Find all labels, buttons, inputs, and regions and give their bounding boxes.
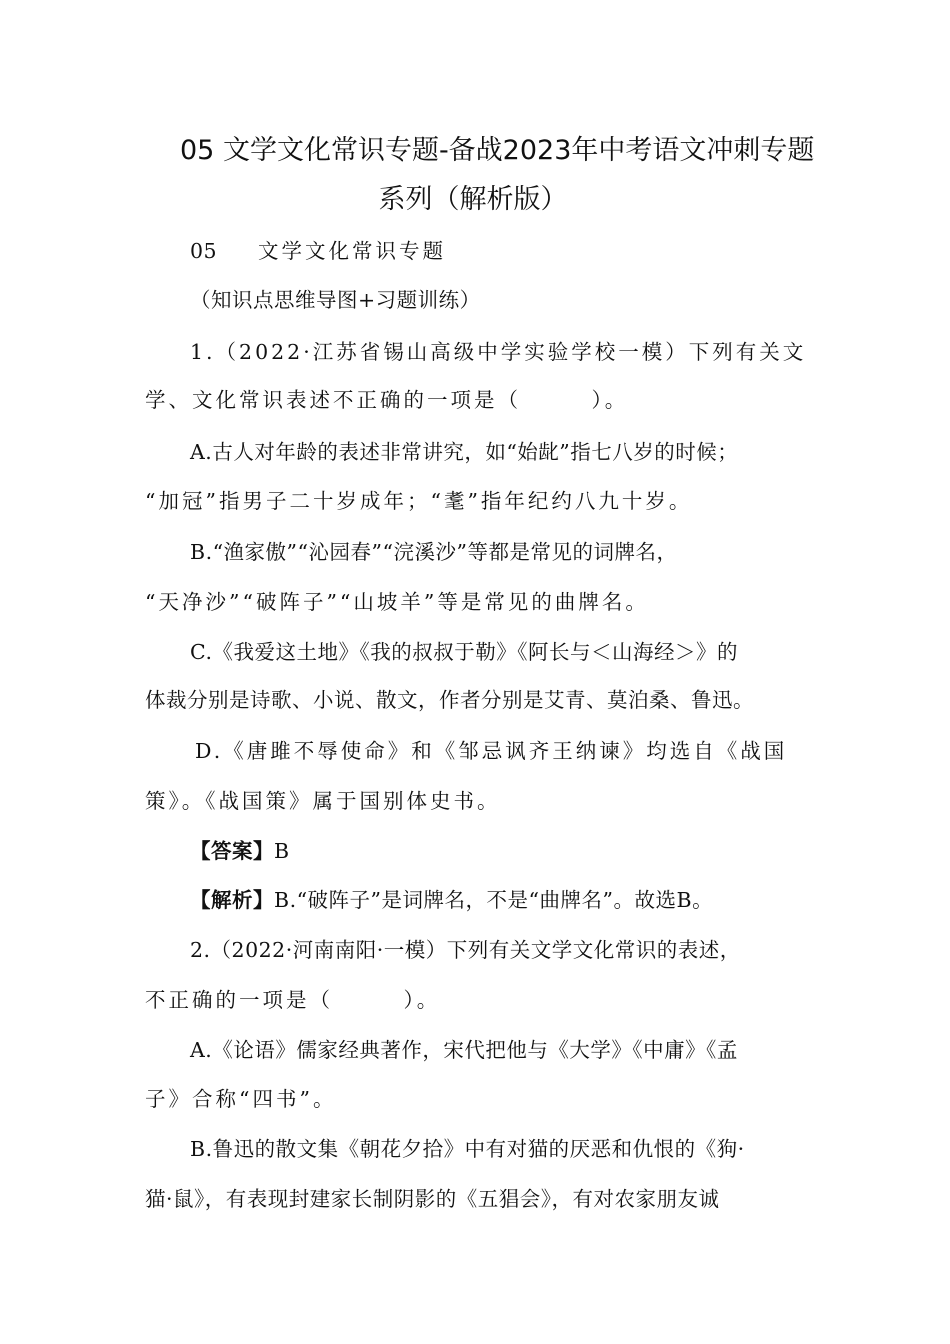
q2-stem-line-2: 不正确的一项是（ ）。 [145,988,441,1012]
q1-analysis [190,885,713,915]
q1-answer [190,836,290,866]
q1-option-c-line-1: C.《我爱这土地》《我的叔叔于勒》《阿长与＜山海经＞》的 [190,640,738,664]
section-number: 05 [190,239,218,263]
q1-stem-line-1: 1.（2022·江苏省锡山高级中学实验学校一模）下列有关文 [190,340,807,364]
document-title-line-2: 系列（解析版） [378,184,568,215]
q1-option-d-line-1: D.《唐雎不辱使命》和《邹忌讽齐王纳谏》均选自《战国 [195,739,788,763]
q2-option-b-line-2: 猫·鼠》，有表现封建家长制阴影的《五猖会》，有对农家朋友诚 [145,1187,720,1211]
q1-option-a-line-1: A.古人对年龄的表述非常讲究，如“始龀”指七八岁的时候； [190,440,739,464]
q1-stem-line-2: 学、文化常识表述不正确的一项是（ ）。 [145,388,629,412]
q1-option-c-line-2: 体裁分别是诗歌、小说、散文，作者分别是艾青、莫泊桑、鲁迅。 [145,688,754,712]
subtitle: （知识点思维导图+习题训练） [190,288,481,312]
section-title: 文学文化常识专题 [258,239,446,263]
answer-value: B [274,839,290,863]
q1-option-b-line-1: B.“渔家傲”“沁园春”“浣溪沙”等都是常见的词牌名， [190,540,678,564]
q2-option-a-line-2: 子》合称“四书”。 [145,1087,337,1111]
analysis-label: 【解析】 [190,888,274,912]
q1-option-b-line-2: “天净沙”“破阵子”“山坡羊”等是常见的曲牌名。 [145,590,649,614]
answer-label: 【答案】 [190,839,274,863]
analysis-text: B.“破阵子”是词牌名，不是“曲牌名”。故选B。 [274,888,714,912]
q2-option-a-line-1: A.《论语》儒家经典著作，宋代把他与《大学》《中庸》《孟 [190,1038,738,1062]
q1-option-a-line-2: “加冠”指男子二十岁成年；“耄”指年纪约八九十岁。 [145,489,693,513]
document-title-line-1: 05 文学文化常识专题-备战2023年中考语文冲刺专题 [180,135,815,166]
q2-option-b-line-1: B.鲁迅的散文集《朝花夕拾》中有对猫的厌恶和仇恨的《狗· [190,1137,745,1161]
q2-stem-line-1: 2.（2022·河南南阳·一模）下列有关文学文化常识的表述， [190,938,741,962]
q1-option-d-line-2: 策》。《战国策》属于国别体史书。 [145,789,501,813]
